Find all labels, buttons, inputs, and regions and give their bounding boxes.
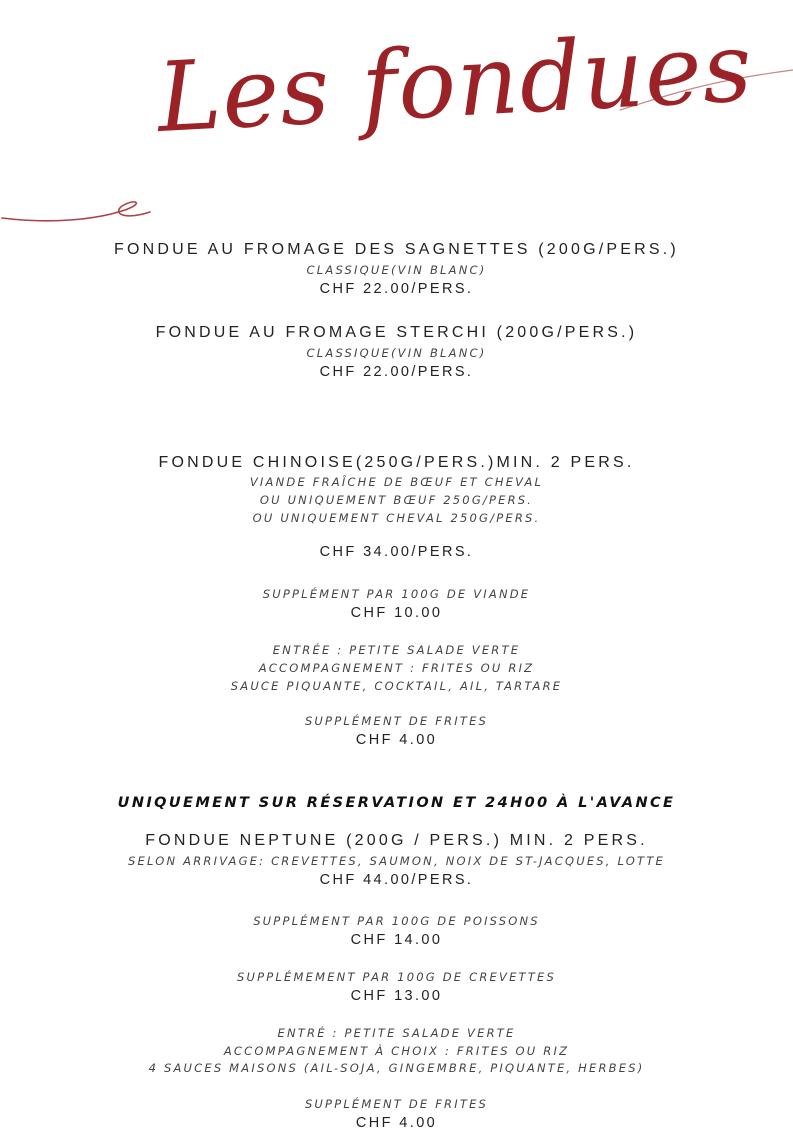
chinoise-desc-1: VIANDE FRAÎCHE DE BŒUF ET CHEVAL — [249, 475, 544, 489]
sagnettes-desc: CLASSIQUE(VIN BLANC) — [306, 263, 487, 277]
chinoise-desc-3: OU UNIQUEMENT CHEVAL 250G/PERS. — [252, 511, 541, 525]
neptune-supp-crevettes-label: SUPPLÉMEMENT PAR 100G DE CREVETTES — [237, 970, 556, 984]
neptune-supp-poissons-price: CHF 14.00 — [350, 932, 443, 948]
neptune-accomp: ACCOMPAGNEMENT À CHOIX : FRITES OU RIZ — [223, 1044, 570, 1058]
chinoise-price: CHF 34.00/PERS. — [319, 544, 474, 560]
neptune-supp-poissons-label: SUPPLÉMENT PAR 100G DE POISSONS — [253, 914, 540, 928]
neptune-entree: ENTRÉ : PETITE SALADE VERTE — [277, 1026, 516, 1040]
chinoise-frites-label: SUPPLÉMENT DE FRITES — [304, 714, 489, 728]
neptune-desc: SELON ARRIVAGE: CREVETTES, SAUMON, NOIX DE ST-JACQUES, LOTTE — [128, 854, 665, 868]
chinoise-frites-price: CHF 4.00 — [355, 732, 438, 748]
title-banner — [0, 0, 793, 240]
page-title: Les fondues — [154, 10, 756, 154]
neptune-sauces: 4 SAUCES MAISONS (AIL-SOJA, GINGEMBRE, PIQUANTE, HERBES) — [148, 1061, 645, 1075]
neptune-supp-crevettes-price: CHF 13.00 — [350, 988, 443, 1004]
sterchi-name: FONDUE AU FROMAGE STERCHI (200G/PERS.) — [155, 324, 638, 341]
chinoise-accomp: ACCOMPAGNEMENT : FRITES OU RIZ — [258, 661, 535, 675]
sagnettes-name: FONDUE AU FROMAGE DES SAGNETTES (200G/PERS.) — [114, 241, 679, 258]
sterchi-desc: CLASSIQUE(VIN BLANC) — [306, 346, 487, 360]
sterchi-price: CHF 22.00/PERS. — [319, 364, 474, 380]
neptune-frites-label: SUPPLÉMENT DE FRITES — [304, 1097, 489, 1111]
chinoise-entree: ENTRÉE : PETITE SALADE VERTE — [272, 643, 521, 657]
neptune-price: CHF 44.00/PERS. — [319, 872, 474, 888]
chinoise-supp-label: SUPPLÉMENT PAR 100G DE VIANDE — [262, 587, 531, 601]
reservation-notice: UNIQUEMENT SUR RÉSERVATION ET 24H00 À L'AVANCE — [117, 795, 676, 811]
neptune-frites-price: CHF 4.00 — [355, 1115, 438, 1131]
chinoise-supp-price: CHF 10.00 — [350, 605, 443, 621]
chinoise-name: FONDUE CHINOISE(250G/PERS.)MIN. 2 PERS. — [158, 454, 635, 471]
chinoise-sauces: SAUCE PIQUANTE, COCKTAIL, AIL, TARTARE — [230, 679, 563, 693]
chinoise-desc-2: OU UNIQUEMENT BŒUF 250G/PERS. — [259, 493, 534, 507]
sagnettes-price: CHF 22.00/PERS. — [319, 281, 474, 297]
neptune-name: FONDUE NEPTUNE (200G / PERS.) MIN. 2 PERS. — [145, 832, 648, 849]
